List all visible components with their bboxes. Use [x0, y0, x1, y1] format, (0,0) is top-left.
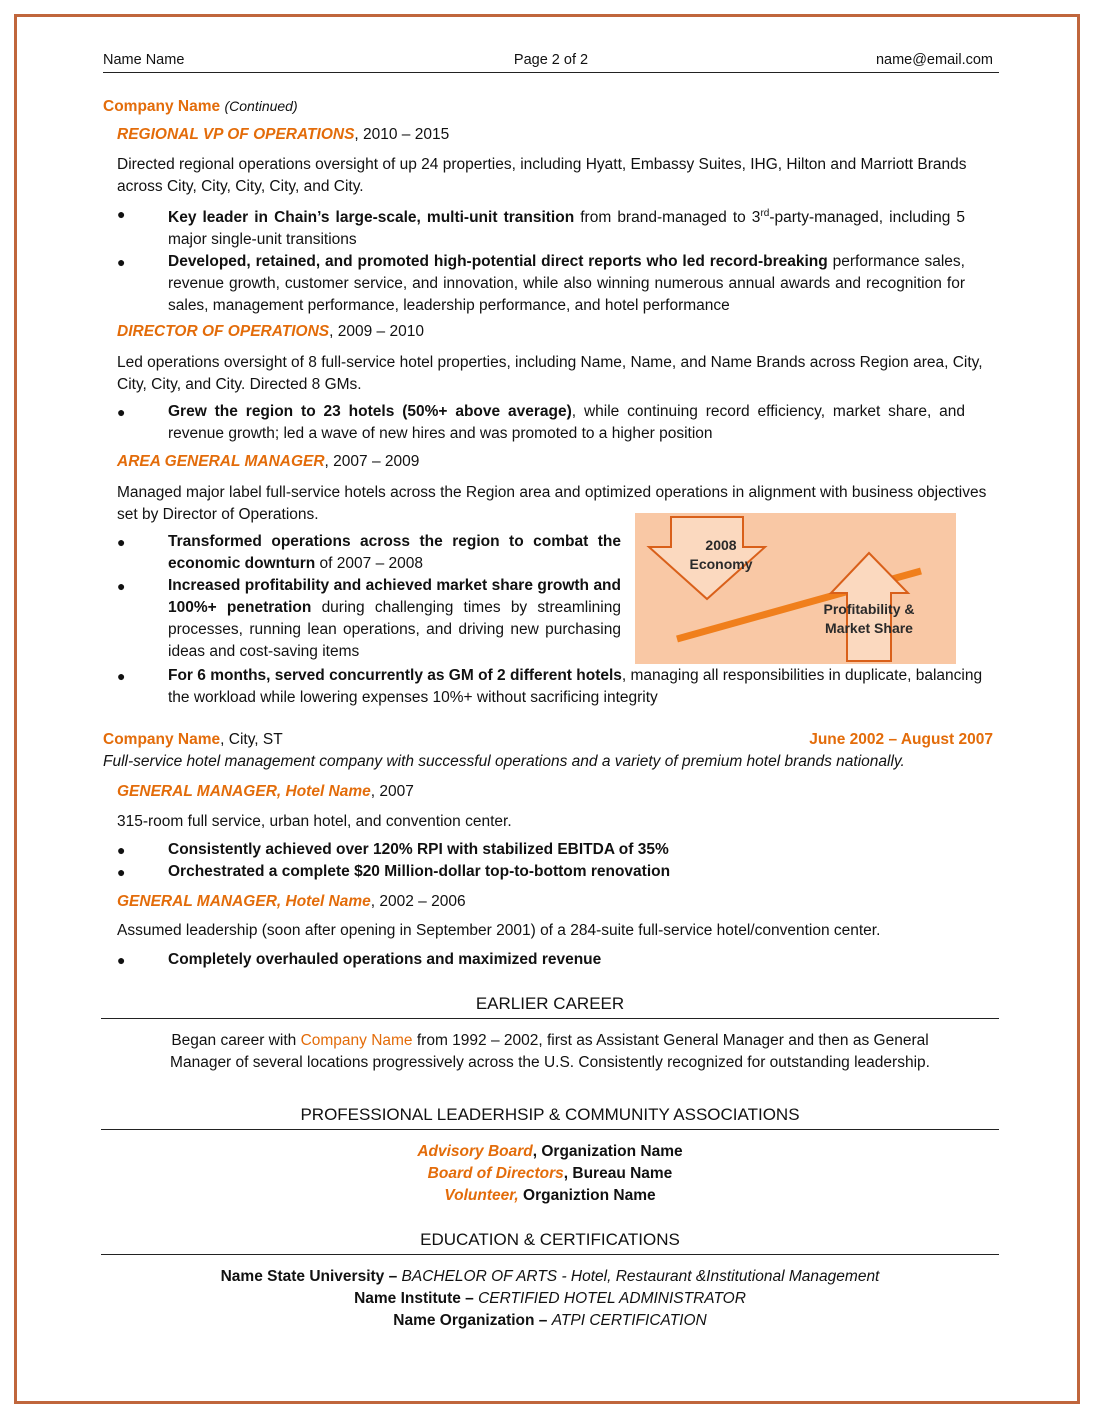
role-title: GENERAL MANAGER, Hotel Name: [117, 893, 371, 910]
down-label-2: Economy: [689, 556, 753, 572]
section-heading: EDUCATION & CERTIFICATIONS: [101, 1230, 999, 1255]
company-location: , City, ST: [220, 731, 283, 748]
earlier-career-company: Company Name: [300, 1032, 413, 1049]
company-name: Company Name: [103, 98, 221, 115]
list-item: Name Institute – CERTIFIED HOTEL ADMINISTRATOR: [354, 1290, 746, 1307]
list-item: Volunteer, Organiztion Name: [444, 1187, 656, 1204]
role-bullets: [117, 531, 621, 663]
company-heading: [103, 98, 298, 116]
role-dates: , 2010 – 2015: [354, 126, 450, 143]
section-heading: PROFESSIONAL LEADERHSIP & COMMUNITY ASSOCIATIONS: [101, 1105, 999, 1130]
up-label-2: Market Share: [825, 620, 913, 636]
company-dates: June 2002 – August 2007: [809, 731, 993, 748]
role-dates: , 2007: [370, 783, 414, 800]
header-email: name@email.com: [875, 52, 993, 68]
list-item: Name Organization – ATPI CERTIFICATION: [393, 1312, 707, 1329]
role-title: AREA GENERAL MANAGER: [117, 453, 325, 470]
list-item: Name State University – BACHELOR OF ARTS - Hotel, Restaurant &Institutional Management: [220, 1268, 880, 1285]
role-bullets: [117, 949, 977, 971]
role-title: REGIONAL VP OF OPERATIONS: [117, 126, 355, 143]
role-summary: 315-room full service, urban hotel, and convention center.: [117, 813, 512, 830]
role-summary: Directed regional operations oversight of up 24 properties, including Hyatt, Embassy Suites, IHG, Hilton and Marriott Brands across City, City, City, City, and City.: [117, 156, 967, 195]
education-list: [101, 1266, 999, 1332]
list-item: ● Orchestrated a complete $20 Million-dollar top-to-bottom renovation: [117, 863, 671, 880]
list-item: Advisory Board, Organization Name: [417, 1143, 683, 1160]
role-title: GENERAL MANAGER, Hotel Name: [117, 783, 371, 800]
list-item: ● Increased profitability and achieved market share growth and 100%+ penetration during challenging times by streamlining processes, running lean operations, and driving new purchasing ideas and cost-saving items: [117, 577, 621, 660]
role-title: DIRECTOR OF OPERATIONS: [117, 323, 330, 340]
role-bullets: [117, 839, 977, 883]
economy-graphic-svg: [635, 513, 956, 664]
role-title-line: [117, 893, 466, 911]
continued-label: (Continued): [224, 98, 298, 114]
role-summary: Assumed leadership (soon after opening in September 2001) of a 284-suite full-service hotel/convention center.: [117, 922, 881, 939]
role-summary: Led operations oversight of 8 full-service hotel properties, including Name, Name, and Name Brands across Region area, City, City, City, and City. Directed 8 GMs.: [117, 354, 983, 393]
list-item: ● Key leader in Chain’s large-scale, multi-unit transition from brand-managed to 3rd-party-managed, including 5 major single-unit transitions: [117, 206, 965, 249]
list-item: ● Consistently achieved over 120% RPI with stabilized EBITDA of 35%: [117, 841, 669, 858]
down-label-1: 2008: [705, 537, 737, 553]
associations-list: [101, 1141, 999, 1207]
economy-graphic: [635, 513, 956, 664]
role-dates: , 2002 – 2006: [370, 893, 466, 910]
role-title-line: [117, 453, 419, 471]
company-name: Company Name: [103, 731, 221, 748]
role-title-line: [117, 323, 424, 341]
role-dates: , 2009 – 2010: [329, 323, 424, 340]
company-heading: [103, 731, 283, 749]
list-item: ● Developed, retained, and promoted high-potential direct reports who led record-breaking performance sales, revenue growth, customer service, and innovation, while also winning numerous annual awards and recognition for sales, management performance, leadership performance, and hotel performance: [117, 253, 965, 315]
company-description: Full-service hotel management company with successful operations and a variety of premium hotel brands nationally.: [103, 753, 905, 770]
header-page-number: Page 2 of 2: [513, 52, 589, 68]
section-heading: EARLIER CAREER: [101, 994, 999, 1019]
page-header: [103, 52, 999, 73]
header-name: Name Name: [103, 52, 185, 68]
role-dates: , 2007 – 2009: [324, 453, 420, 470]
list-item: Board of Directors, Bureau Name: [427, 1165, 673, 1182]
role-bullets: [117, 401, 965, 445]
role-bullets: [117, 203, 965, 317]
role-title-line: [117, 783, 414, 801]
list-item: ● For 6 months, served concurrently as GM of 2 different hotels, managing all responsibilities in duplicate, balancing the workload while lowering expenses 10%+ without sacrificing integrity: [117, 667, 983, 706]
up-label-1: Profitability &: [823, 601, 915, 617]
role-title-line: [117, 126, 449, 144]
list-item: ● Transformed operations across the region to combat the economic downturn of 2007 – 2008: [117, 533, 621, 572]
role-bullets: [117, 665, 987, 709]
role-summary: Managed major label full-service hotels across the Region area and optimized operations in alignment with business objectives set by Director of Operations.: [117, 484, 987, 523]
list-item: ● Completely overhauled operations and maximized revenue: [117, 951, 602, 968]
list-item: ● Grew the region to 23 hotels (50%+ above average), while continuing record efficiency, market share, and revenue growth; led a wave of new hires and was promoted to a higher position: [117, 403, 965, 442]
earlier-career-text: Began career with Company Name from 1992 – 2002, first as Assistant General Manager and then as General Manager of several locations progressively across the U.S. Consistently recognized for outstanding leadership.: [170, 1032, 930, 1071]
